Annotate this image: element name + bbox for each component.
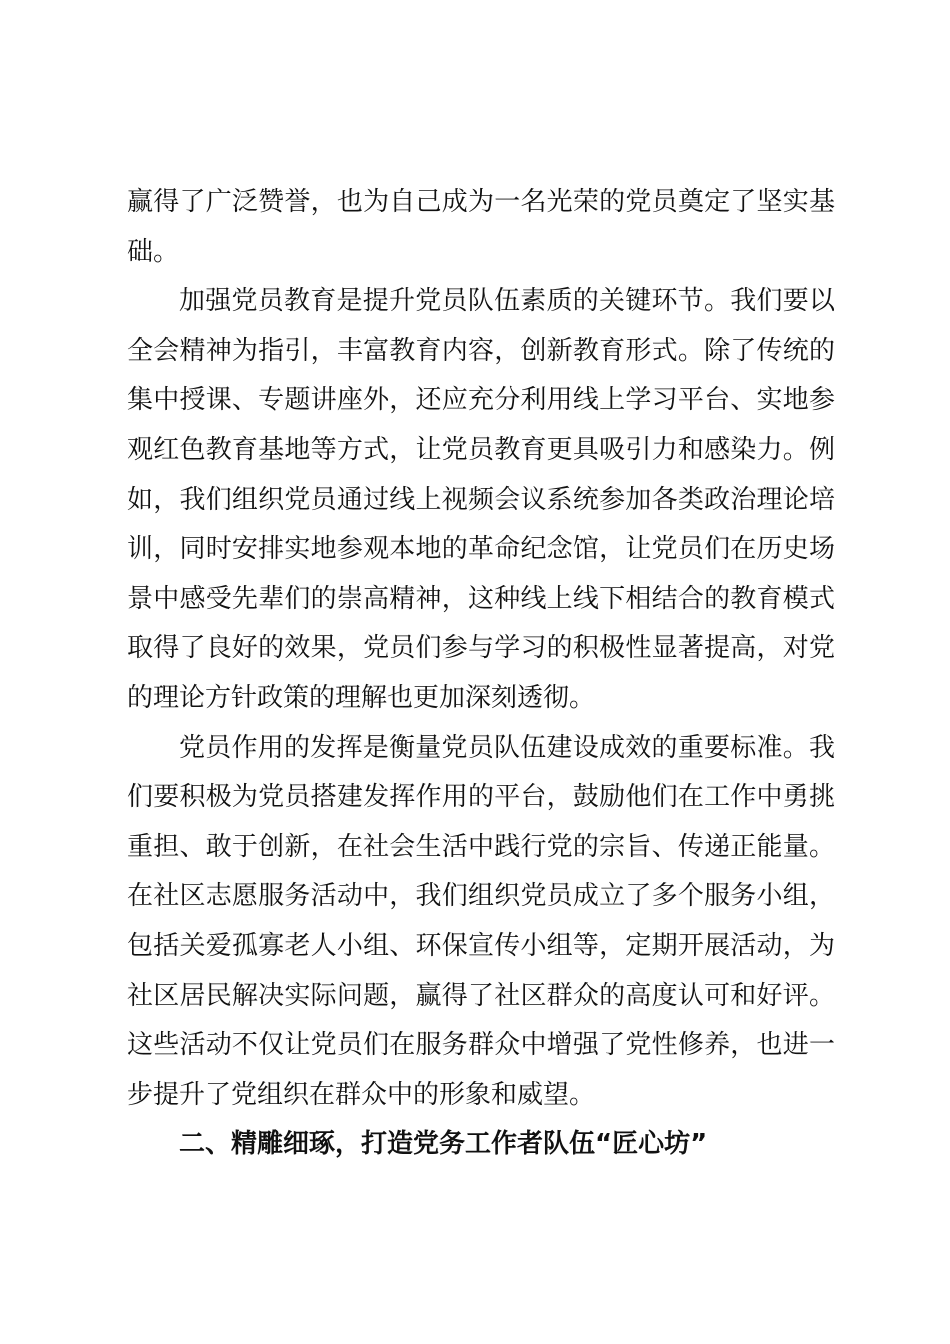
paragraph-continuation: 赢得了广泛赞誉，也为自己成为一名光荣的党员奠定了坚实基础。: [127, 187, 835, 267]
paragraph-party-member-role: 党员作用的发挥是衡量党员队伍建设成效的重要标准。我们要积极为党员搭建发挥作用的平台，鼓励他们在工作中勇挑重担、敢于创新，在社会生活中践行党的宗旨、传递正能量。在社区志愿服务活动中，我们组织党员成立了多个服务小组，包括关爱孤寡老人小组、环保宣传小组等，定期开展活动，为社区居民解决实际问题，赢得了社区群众的高度认可和好评。这些活动不仅让党员们在服务群众中增强了党性修养，也进一步提升了党组织在群众中的形象和威望。: [127, 732, 835, 1110]
section-heading: 二、精雕细琢，打造党务工作者队伍“匠心坊”: [179, 1129, 708, 1160]
document-body: [127, 178, 835, 1170]
paragraph-party-education: 加强党员教育是提升党员队伍素质的关键环节。我们要以全会精神为指引，丰富教育内容，创新教育形式。除了传统的集中授课、专题讲座外，还应充分利用线上学习平台、实地参观红色教育基地等方式，让党员教育更具吸引力和感染力。例如，我们组织党员通过线上视频会议系统参加各类政治理论培训，同时安排实地参观本地的革命纪念馆，让党员们在历史场景中感受先辈们的崇高精神，这种线上线下相结合的教育模式取得了良好的效果，党员们参与学习的积极性显著提高，对党的理论方针政策的理解也更加深刻透彻。: [127, 286, 835, 713]
